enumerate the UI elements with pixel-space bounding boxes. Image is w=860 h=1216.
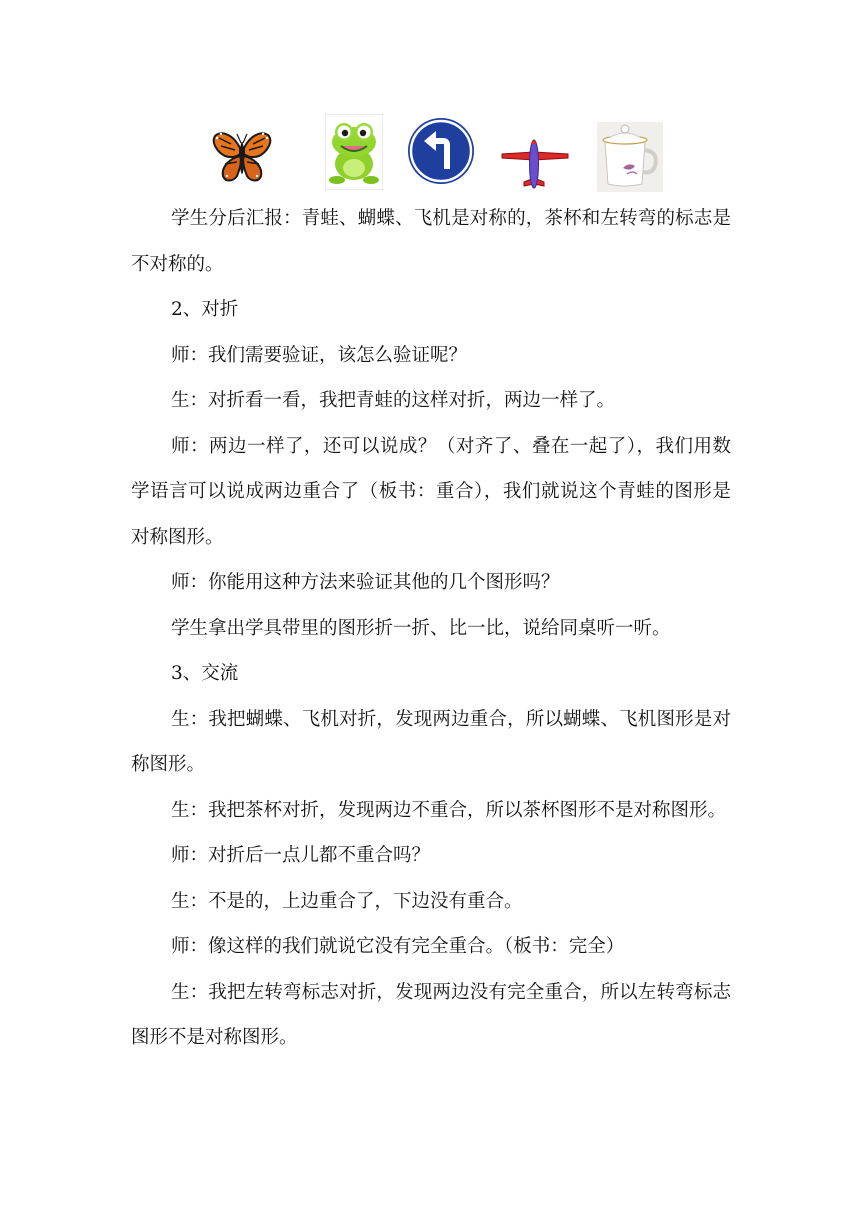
paragraph: 师：两边一样了，还可以说成？（对齐了、叠在一起了），我们用数学语言可以说成两边重合了（板书：重合），我们就说这个青蛙的图形是对称图形。 [131,435,731,548]
section-heading: 2、对折 [171,299,239,320]
teacup-icon [597,122,663,192]
figure-row [0,112,860,194]
lesson-text [131,196,731,1061]
paragraph: 生：我把蝴蝶、飞机对折，发现两边重合，所以蝴蝶、飞机图形是对称图形。 [131,708,731,775]
paragraph: 生：我把茶杯对折，发现两边不重合，所以茶杯图形不是对称图形。 [171,799,727,821]
paragraph: 师：你能用这种方法来验证其他的几个图形吗？ [171,572,560,593]
paragraph: 师：我们需要验证，该怎么验证呢？ [171,344,468,366]
section-heading: 3、交流 [171,663,239,684]
paragraph: 学生拿出学具带里的图形折一折、比一比，说给同桌听一听。 [171,617,671,639]
paragraph: 生：我把左转弯标志对折，发现两边没有完全重合，所以左转弯标志图形不是对称图形。 [131,981,731,1048]
left-turn-sign-icon [407,117,475,185]
paragraph: 生：对折看一看，我把青蛙的这样对折，两边一样了。 [171,390,616,411]
paragraph: 生：不是的，上边重合了，下边没有重合。 [171,890,523,912]
frog-icon [325,114,383,190]
paragraph: 学生分后汇报：青蛙、蝴蝶、飞机是对称的，茶杯和左转弯的标志是不对称的。 [131,208,731,275]
paragraph: 师：像这样的我们就说它没有完全重合。（板书：完全） [171,936,625,957]
paragraph: 师：对折后一点儿都不重合吗？ [171,845,431,866]
butterfly-icon [211,126,273,186]
airplane-icon [500,138,570,190]
